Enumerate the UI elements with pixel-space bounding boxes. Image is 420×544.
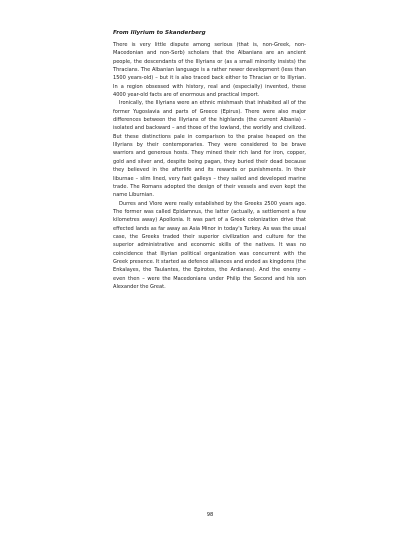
paragraph-1: There is very little dispute among serious (that is, non-Greek, non-Macedonian and non-Serb) scholars that the Albanians are an ancient people, the descendants of the Illyrians or (as a small minority insists) the Thracians. The Albanian language is a rather newer development (less than 1500 years-old) – but it is also traced back either to Thracian or to Illyrian. In a region obsessed with history, real and (especially) invented, these 4000 year-old facts are of enormous and practical import. — [113, 42, 306, 99]
paragraph-3: Durres and Vlore were really established by the Greeks 2500 years ago. The former was called Epidamnus, the latter (actually, a settlement a few kilometres away) Apollonia. It was part of a Greek colonization drive that effected lands as far away as Asia Minor in today's Turkey. As was the usual case, the Greeks traded their superior civilization and culture for the superior administrative and economic skills of the natives. It was no coincidence that Illyrian political organization was concurrent with the Greek presence. It started as defence alliances and ended as kingdoms (the Enkalayes, the Taulantes, the Epirotes, the Ardianes). And the enemy – even then – were the Macedonians under Philip the Second and his son Alexander the Great. — [113, 200, 306, 290]
section-title: From Illyrium to Skanderberg — [113, 30, 206, 36]
text-column — [113, 29, 306, 291]
paragraph-2: Ironically, the Illyrians were an ethnic mishmash that inhabited all of the former Yugoslavia and parts of Greece (Epirus). There were also major differences between the Illyrians of the highlands (the current Albania) – isolated and backward – and those of the lowland, the worldly and civilized. But these distinctions pale in comparison to the praise heaped on the Illyrians by their contemporaries. They were considered to be brave warriors and generous hosts. They mined their rich land for iron, copper, gold and silver and, despite being pagan, they buried their dead because they believed in the afterlife and its rewards or punishments. In their liburnae – slim lined, very fast galleys – they sailed and developed marine trade. The Romans adopted the design of their vessels and even kept the name Liburnian. — [113, 100, 306, 199]
page-number: 98 — [206, 512, 214, 518]
